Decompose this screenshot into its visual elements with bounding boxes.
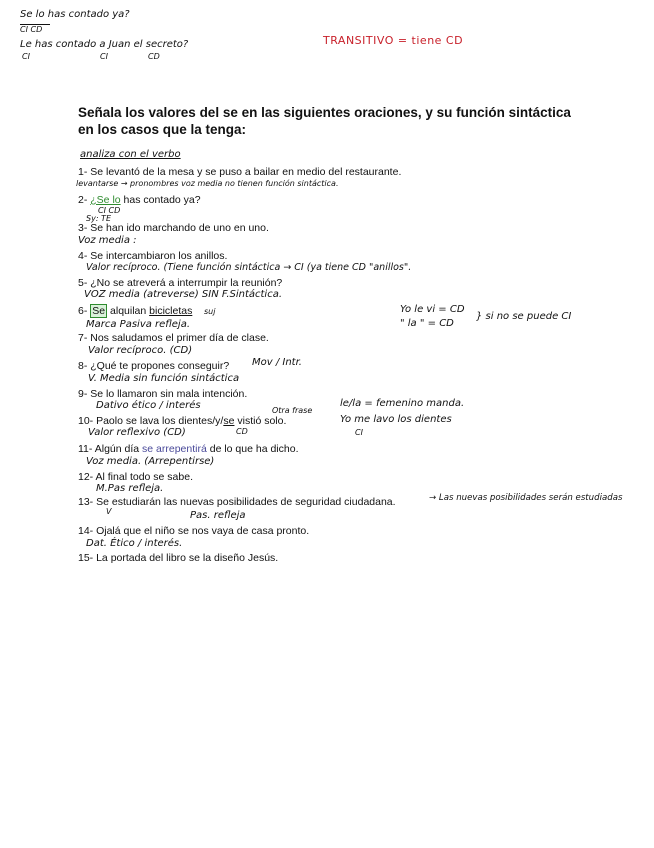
sentence-11-highlight: se arrepentirá [142, 443, 207, 455]
sentence-6-subject: bicicletas [149, 305, 193, 317]
sentence-1: 1- Se levantó de la mesa y se puso a bailar en medio del restaurante. [78, 166, 402, 178]
note-3: Voz media : [78, 235, 137, 246]
sentence-9: 9- Se lo llamaron sin mala intención. [78, 388, 248, 400]
note-2-tags: CI CD [98, 206, 121, 215]
side-note-b1: le/la = femenino manda. [340, 398, 465, 409]
sentence-10-end: vistió solo. [234, 415, 287, 427]
sentence-8: 8- ¿Qué te propones conseguir? [78, 360, 230, 372]
note-question-2-tag-ci-2: CI [100, 52, 108, 61]
sentence-2-se-lo: ¿Se lo [90, 194, 121, 206]
sentence-13: 13- Se estudiarán las nuevas posibilidades de seguridad ciudadana. [78, 496, 396, 508]
note-transitive: TRANSITIVO = tiene CD [323, 34, 464, 47]
underline-mark [20, 24, 50, 25]
note-9: Dativo ético / interés [96, 400, 201, 411]
side-note-a1: Yo le vi = CD [400, 304, 465, 315]
note-question-1: Se lo has contado ya? [20, 9, 130, 20]
sentence-7: 7- Nos saludamos el primer día de clase. [78, 332, 269, 344]
sentence-6-se-highlight: Se [92, 305, 106, 317]
note-14: Dat. Ético / interés. [86, 538, 183, 549]
note-10-cd: CD [236, 427, 248, 436]
sentence-3: 3- Se han ido marchando de uno en uno. [78, 222, 269, 234]
note-6: Marca Pasiva refleja. [86, 319, 191, 330]
note-1: levantarse → pronombres voz media no tienen función sintáctica. [76, 179, 339, 188]
sentence-5: 5- ¿No se atreverá a interrumpir la reunión? [78, 277, 283, 289]
note-10: Valor reflexivo (CD) [88, 427, 186, 438]
sentence-6-mid: alquilan [107, 305, 150, 317]
note-6-suj: suj [204, 307, 216, 316]
note-analyze: analiza con el verbo [80, 149, 181, 160]
note-5: VOZ media (atreverse) SIN F.Sintáctica. [84, 289, 283, 300]
note-11: Voz media. (Arrepentirse) [86, 456, 215, 467]
note-10-other: Otra frase [272, 406, 313, 415]
exercise-heading: Señala los valores del se en las siguientes oraciones, y su función sintáctica en los casos que la tenga: [78, 105, 571, 137]
note-question-2-tag-cd: CD [148, 52, 160, 61]
sentence-11 [78, 443, 298, 455]
side-note-a3: } si no se puede CI [476, 311, 572, 322]
sentence-2 [78, 194, 201, 206]
note-13-v: V [106, 507, 112, 516]
sentence-4: 4- Se intercambiaron los anillos. [78, 250, 228, 262]
sentence-15: 15- La portada del libro se la diseño Jesús. [78, 552, 279, 564]
sentence-2-rest: has contado ya? [120, 194, 201, 206]
side-note-b3: CI [355, 428, 363, 437]
note-question-1-tags: CI CD [20, 25, 43, 34]
sentence-12: 12- Al final todo se sabe. [78, 471, 193, 483]
note-question-2: Le has contado a Juan el secreto? [20, 39, 189, 50]
note-13: Pas. refleja [190, 510, 246, 521]
note-8-side: Mov / Intr. [252, 357, 302, 368]
sentence-10-start: 10- Paolo se lava los dientes/y/ [78, 415, 224, 427]
sentence-11-end: de lo que ha dicho. [206, 443, 299, 455]
note-8: V. Media sin función sintáctica [88, 373, 240, 384]
sentence-6 [78, 305, 192, 317]
sentence-11-start: 11- Algún día [78, 443, 143, 455]
side-note-b2: Yo me lavo los dientes [340, 414, 452, 425]
note-3-tag: Sy: TE [86, 214, 111, 223]
side-note-a2: " la " = CD [400, 318, 454, 329]
sentence-2-number: 2- [78, 194, 91, 206]
note-7: Valor recíproco. (CD) [88, 345, 193, 356]
sentence-10-se: se [223, 415, 235, 427]
sentence-10 [78, 415, 286, 427]
note-12: M.Pas refleja. [96, 483, 164, 494]
note-question-2-tag-ci-1: CI [22, 52, 30, 61]
sentence-6-number: 6- [78, 305, 91, 317]
note-13-side: → Las nuevas posibilidades serán estudiadas [429, 493, 623, 503]
note-4: Valor recíproco. (Tiene función sintáctica → CI (ya tiene CD "anillos". [86, 262, 412, 273]
sentence-14: 14- Ojalá que el niño se nos vaya de casa pronto. [78, 525, 310, 537]
